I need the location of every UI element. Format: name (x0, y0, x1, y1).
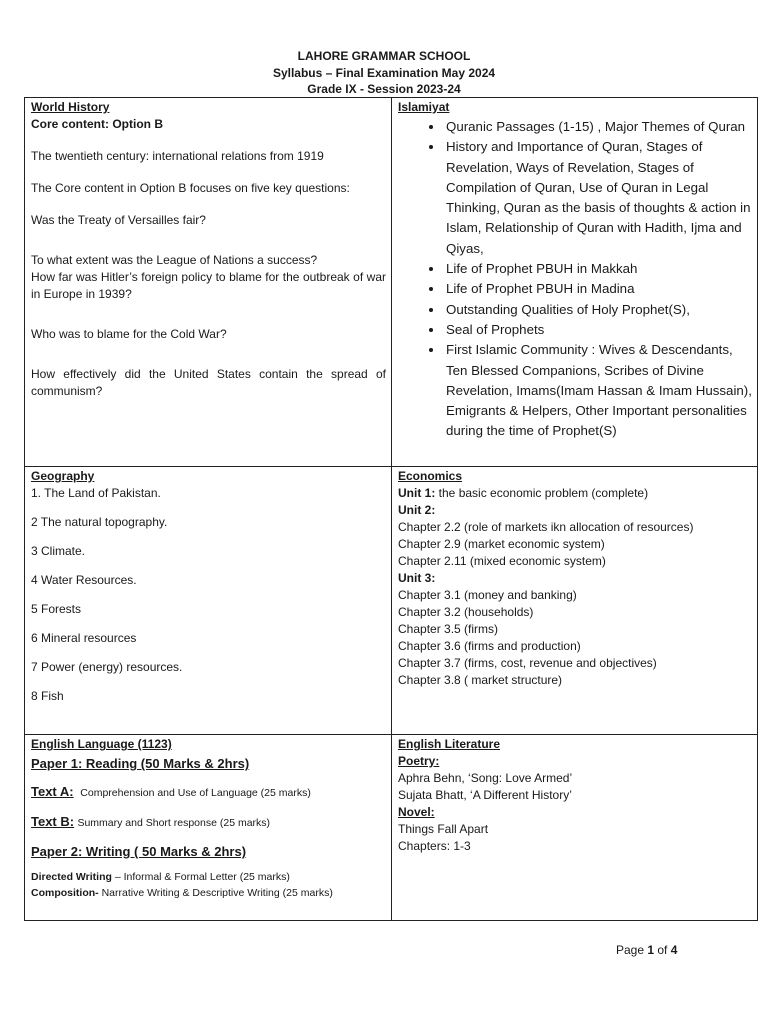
unit-1-text: the basic economic problem (complete) (435, 486, 649, 500)
table-row (25, 467, 758, 735)
grade-session: Grade IX - Session 2023-24 (307, 82, 461, 96)
core-content: Core content: Option B (31, 117, 163, 131)
table-row (25, 98, 758, 467)
english-literature-title: English Literature (398, 737, 501, 751)
wh-question-1: Was the Treaty of Versailles fair? (31, 213, 206, 227)
economics-title: Economics (398, 469, 463, 483)
list-item: • Outstanding Qualities of Holy Prophet(S), (444, 300, 752, 320)
novel-title: Things Fall Apart (398, 822, 489, 836)
unit-2-label: Unit 2: (398, 503, 436, 517)
islamiyat-cell (392, 98, 758, 467)
world-history-cell (25, 98, 392, 467)
text-b-desc: Summary and Short response (25 marks) (77, 817, 271, 829)
novel-label: Novel: (398, 805, 435, 819)
page-total: 4 (670, 943, 678, 957)
syllabus-title: Syllabus – Final Examination May 2024 (272, 65, 496, 80)
islamiyat-title: Islamiyat (398, 100, 450, 114)
english-literature-cell (392, 735, 758, 921)
table-row (25, 735, 758, 921)
school-name: LAHORE GRAMMAR SCHOOL (297, 49, 471, 63)
list-item: Chapter 3.8 ( market structure) (398, 673, 563, 687)
composition-label: Composition- (31, 887, 99, 899)
list-item: 8 Fish (31, 689, 64, 703)
list-item: 1. The Land of Pakistan. (31, 486, 161, 500)
directed-label: Directed Writing (31, 871, 112, 883)
wh-intro: The twentieth century: international relations from 1919 (31, 149, 324, 163)
list-item: Aphra Behn, ‘Song: Love Armed’ (398, 771, 573, 785)
list-item: 7 Power (energy) resources. (31, 660, 183, 674)
composition-desc: Narrative Writing & Descriptive Writing (25 marks) (98, 887, 333, 899)
list-item: Chapter 2.9 (market economic system) (398, 537, 605, 551)
unit-1-label: Unit 1: (398, 486, 436, 500)
text-a-desc: Comprehension and Use of Language (25 marks) (80, 787, 311, 799)
wh-question-4: Who was to blame for the Cold War? (31, 327, 227, 341)
wh-question-2: To what extent was the League of Nations a success? (31, 253, 318, 267)
text-a-label: Text A: (31, 784, 74, 799)
unit-1 (398, 485, 752, 502)
list-item: • Quranic Passages (1-15) , Major Themes of Quran (444, 117, 752, 137)
list-item: • Life of Prophet PBUH in Makkah (444, 259, 752, 279)
list-item: • Life of Prophet PBUH in Madina (444, 279, 752, 299)
list-item: 5 Forests (31, 602, 82, 616)
document-header (0, 48, 768, 98)
page-word: Page (616, 943, 648, 957)
of-word: of (654, 943, 671, 957)
list-item: Chapter 3.2 (households) (398, 605, 534, 619)
wh-question-5: How effectively did the United States contain the spread of communism? (31, 367, 386, 398)
list-item: 6 Mineral resources (31, 631, 137, 645)
syllabus-table (24, 97, 758, 921)
english-language-cell (25, 735, 392, 921)
list-item: • History and Importance of Quran, Stages of Revelation, Ways of Revelation, Stages of Compilation of Quran, Use of Quran in Legal Thinking, Quran as the basis of thoughts & action in Islam, Relationship of Quran with Hadith, Ijma and Qiyas, (444, 137, 752, 259)
directed-desc: – Informal & Formal Letter (25 marks) (111, 871, 290, 883)
paper-1-title: Paper 1: Reading (50 Marks & 2hrs) (31, 756, 250, 771)
list-item: Chapter 3.1 (money and banking) (398, 588, 577, 602)
poetry-label: Poetry: (398, 754, 440, 768)
paper-2-title: Paper 2: Writing ( 50 Marks & 2hrs) (31, 844, 247, 859)
list-item: 2 The natural topography. (31, 515, 168, 529)
list-item: 4 Water Resources. (31, 573, 137, 587)
directed-writing (31, 869, 386, 885)
list-item: Chapter 2.11 (mixed economic system) (398, 554, 606, 568)
list-item: Sujata Bhatt, ‘A Different History’ (398, 788, 572, 802)
wh-focus: The Core content in Option B focuses on five key questions: (31, 181, 350, 195)
wh-question-3: How far was Hitler’s foreign policy to blame for the outbreak of war in Europe in 1939? (31, 270, 386, 301)
unit-3-label: Unit 3: (398, 571, 436, 585)
list-item: Chapter 3.6 (firms and production) (398, 639, 581, 653)
composition (31, 885, 386, 901)
novel-chapters: Chapters: 1-3 (398, 839, 471, 853)
islamiyat-list (398, 117, 752, 442)
list-item: Chapter 2.2 (role of markets ikn allocation of resources) (398, 520, 694, 534)
list-item: Chapter 3.5 (firms) (398, 622, 499, 636)
economics-cell (392, 467, 758, 735)
english-language-title: English Language (1123) (31, 737, 172, 751)
geography-title: Geography (31, 469, 95, 483)
text-b (31, 813, 386, 832)
list-item: • First Islamic Community : Wives & Descendants, Ten Blessed Companions, Scribes of Divine Revelation, Imams(Imam Hassan & Imam Hussain), Emigrants & Helpers, Other Important personalities during the time of Prophet(S) (444, 340, 752, 441)
text-b-label: Text B: (31, 814, 75, 829)
page-current: 1 (647, 943, 655, 957)
geography-cell (25, 467, 392, 735)
page-number (616, 943, 677, 957)
list-item: 3 Climate. (31, 544, 86, 558)
list-item: Chapter 3.7 (firms, cost, revenue and objectives) (398, 656, 657, 670)
list-item: • Seal of Prophets (444, 320, 752, 340)
world-history-title: World History (31, 100, 110, 114)
text-a (31, 783, 386, 802)
